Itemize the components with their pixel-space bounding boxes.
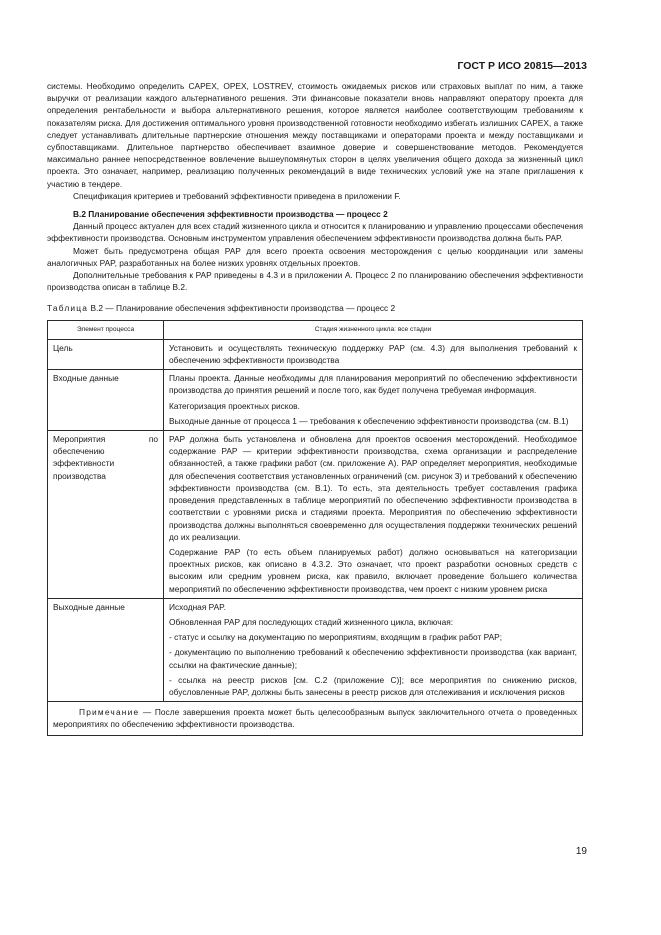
output-bullet-3: - ссылка на реестр рисков [см. C.2 (приложение C)]; все мероприятия по снижению рисков, обусловленные PAP, должны быть занесены в реестр рисков для отслеживания и исключения рисков xyxy=(169,674,577,697)
row-content-actions xyxy=(164,431,583,599)
row-label-actions: Мероприятия по обеспечению эффективности производства xyxy=(48,431,164,599)
process-table xyxy=(47,320,583,736)
output-bullet-2: - документацию по выполнению требований к обеспечению эффективности производства (как вариант, ссылки на фактические данные); xyxy=(169,647,577,670)
table-header-row xyxy=(48,320,583,339)
page-body xyxy=(47,80,583,736)
input-text-2: Категоризация проектных рисков. xyxy=(169,400,300,411)
section-paragraph-2: Может быть предусмотрена общая PAP для всего проекта освоения месторождения с целью координации или замены аналогичных PAP, разработанных на более низких уровнях отдельных проектов. xyxy=(47,245,583,268)
row-content-output xyxy=(164,598,583,701)
input-text-3: Выходные данные от процесса 1 — требования к обеспечению эффективности производства (см. B.1) xyxy=(169,415,569,426)
column-header-element: Элемент процесса xyxy=(48,320,164,339)
note-text: — После завершения проекта может быть целесообразным выпуск заключительного отчета о проведенных мероприятиях по обеспечению эффективности производства. xyxy=(53,707,577,730)
table-row-input xyxy=(48,370,583,431)
page-number: 19 xyxy=(575,846,587,857)
output-text-1: Исходная PAP. xyxy=(169,601,226,612)
row-label-goal: Цель xyxy=(48,339,164,369)
goal-text: Установить и осуществлять техническую поддержку PAP (см. 4.3) для выполнения требований к обеспечению эффективности производства xyxy=(169,342,577,366)
table-row-goal xyxy=(48,339,583,369)
actions-text-2: Содержание PAP (то есть объем планируемых работ) должно основываться на категоризации проектных рисков, как описано в 4.3.2. Это означает, что проект разработки основных средств с высоким или средним уровнем риска, как правило, включает проведение большего количества мероприятий по обеспечению эффективности производства, чем проект с низким уровнем риска xyxy=(169,546,577,594)
row-label-output: Выходные данные xyxy=(48,598,164,701)
row-content-input xyxy=(164,370,583,431)
table-caption xyxy=(47,302,583,314)
table-row-actions xyxy=(48,431,583,599)
section-paragraph-3: Дополнительные требования к PAP приведены в 4.3 и в приложении А. Процесс 2 по планированию обеспечения эффективности производства описан в таблице B.2. xyxy=(47,270,583,293)
output-bullet-1: - статус и ссылку на документацию по мероприятиям, входящим в график работ PAP; xyxy=(169,632,503,643)
section-title: B.2 Планирование обеспечения эффективности производства — процесс 2 xyxy=(73,209,388,220)
table-caption-word: Таблица xyxy=(47,303,89,314)
row-label-input: Входные данные xyxy=(48,370,164,431)
table-note xyxy=(48,702,583,735)
row-content-goal xyxy=(164,339,583,369)
table-note-row xyxy=(48,702,583,735)
table-caption-text: B.2 — Планирование обеспечения эффективности производства — процесс 2 xyxy=(88,303,396,314)
input-text-1: Планы проекта. Данные необходимы для планирования мероприятий по обеспечению эффективности производства до принятия решений и после того, как будет получена требуемая информация. xyxy=(169,373,577,396)
column-header-stage: Стадия жизненного цикла: все стадии xyxy=(164,320,583,339)
note-paragraph xyxy=(53,706,577,730)
note-word: Примечание xyxy=(79,707,140,718)
standard-code-header: ГОСТ Р ИСО 20815—2013 xyxy=(457,60,587,72)
spec-reference-paragraph: Спецификация критериев и требований эффективности приведена в приложении F. xyxy=(73,190,401,201)
intro-paragraph: системы. Необходимо определить CAPEX, OPEX, LOSTREV, стоимость ожидаемых рисков или страховых выплат по ним, а также выручки от реализации каждого альтернативного решения. Эти финансовые показатели вновь направляют оператору проекта для определения рентабельности и выбора альтернативного решения, которое является наиболее соответствующим требованиям к показателям риска. Для достижения оптимального уровня производственной готовности необходимо избегать излишних CAPEX, а также следует устанавливать длительные партнерские отношения между поставщиками и операторами проекта и между поставщиками и субпоставщиками. Длительное партнерство обеспечивает взаимное доверие и совершенствование методов. Рекомендуется максимально раннее непосредственное вовлечение вышеупомянутых сторон в целях увеличения общего дохода за жизненный цикл проекта. Это означает, например, реализацию полученных рекомендаций в виде технических условий уже на этапе приглашения к участию в тендере. xyxy=(47,81,583,189)
actions-text-1: PAP должна быть установлена и обновлена для проектов освоения месторождений. Необходимое содержание PAP — критерии эффективности производства, схема организации и распределение обязанностей, а также графики работ (см. приложение А). PAP определяет мероприятия, необходимые для обеспечения соответствия установленных ограничений (см. рисунок 3) и требований к обеспечению эффективности производства (см. B.1). То есть, эта деятельность требует составления графика проведения представленных в таблице мероприятий по обеспечению эффективности производства в соответствии с уровнями риска и стадиями проекта. Мероприятия по обеспечению эффективности производства должны выполняться своевременно для осуществления поддержки технических решений до их реализации. xyxy=(169,434,577,542)
section-paragraph-1: Данный процесс актуален для всех стадий жизненного цикла и относится к планированию и управлению процессами обеспечения эффективности производства. Основным инструментом управления обеспечением эффективности производства должна быть PAP. xyxy=(47,221,583,244)
table-row-output xyxy=(48,598,583,701)
output-text-2: Обновленная PAP для последующих стадий жизненного цикла, включая: xyxy=(169,616,454,627)
